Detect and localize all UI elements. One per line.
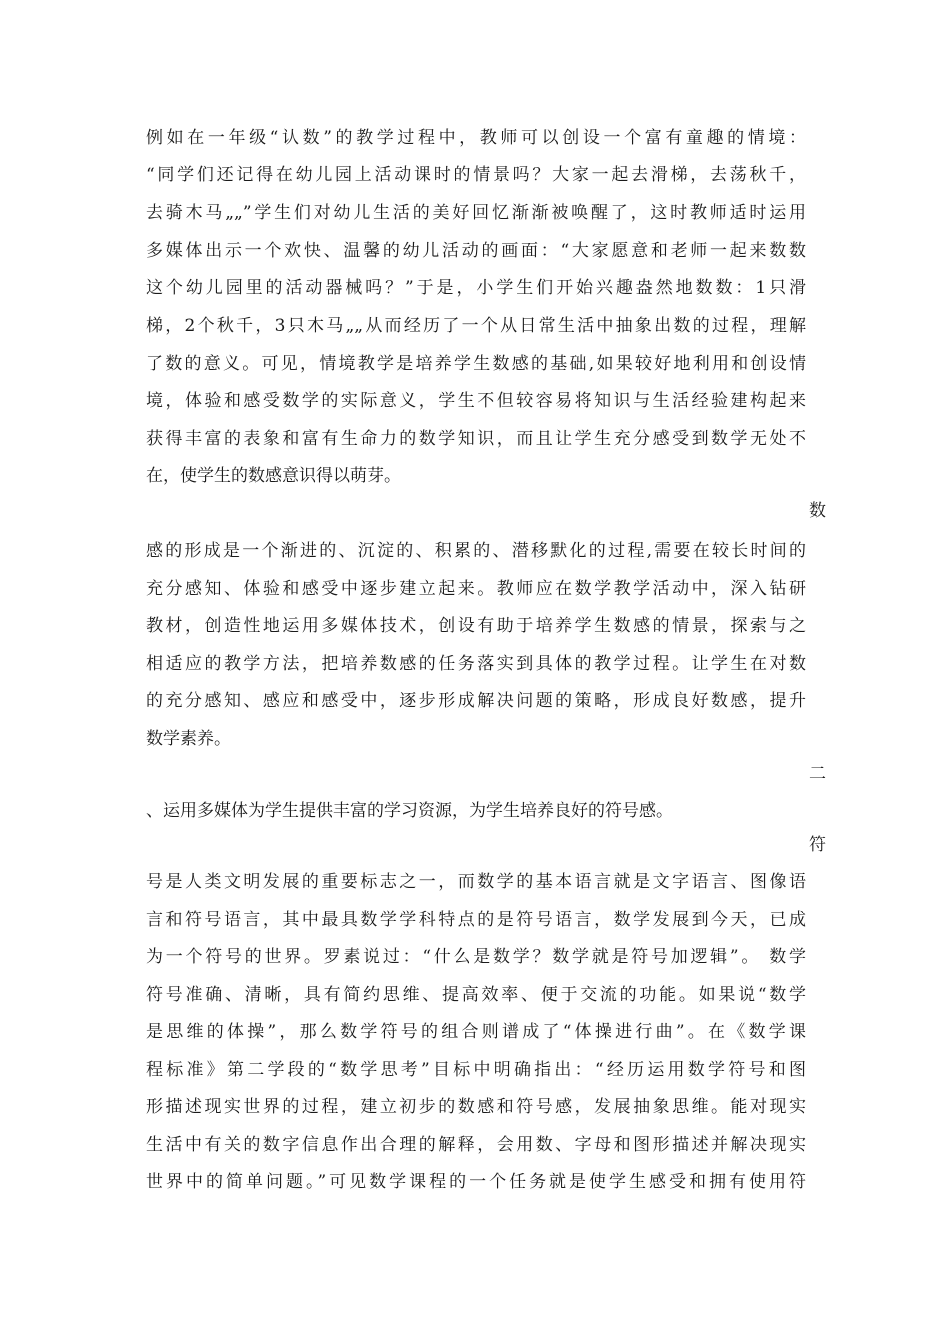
paragraph-1-line-2: “同学们还记得在幼儿园上活动课时的情景吗？大家一起去滑梯，去荡秋千， [146, 165, 806, 185]
paragraph-1-line-8: 境，体验和感受数学的实际意义，学生不但较容易将知识与生活经验建构起来 [146, 391, 806, 411]
paragraph-2-line-5: 的充分感知、感应和感受中，逐步形成解决问题的策略，形成良好数感，提升 [146, 691, 806, 711]
paragraph-1-line-6: 梯，2个秋千，3只木马„„从而经历了一个从日常生活中抽象出数的过程，理解 [146, 316, 806, 336]
paragraph-3-line-8: 生活中有关的数字信息作出合理的解释，会用数、字母和图形描述并解决现实 [146, 1135, 806, 1155]
paragraph-3-line-7: 形描述现实世界的过程，建立初步的数感和符号感，发展抽象思维。能对现实 [146, 1097, 806, 1117]
paragraph-3-line-4: 符号准确、清晰，具有简约思维、提高效率、便于交流的功能。如果说“数学 [146, 985, 806, 1005]
paragraph-3-line-3: 为一个符号的世界。罗素说过：“什么是数学？数学就是符号加逻辑”。 数学 [146, 947, 806, 967]
paragraph-1-line-9: 获得丰富的表象和富有生命力的数学知识，而且让学生充分感受到数学无处不 [146, 429, 806, 449]
paragraph-3-first-char: 符 [809, 835, 826, 855]
paragraph-3-line-6: 程标准》第二学段的“数学思考”目标中明确指出：“经历运用数学符号和图 [146, 1060, 806, 1080]
paragraph-2-line-3: 教材，创造性地运用多媒体技术，创设有助于培养学生数感的情景，探索与之 [146, 616, 806, 636]
paragraph-3-line-1: 号是人类文明发展的重要标志之一，而数学的基本语言就是文字语言、图像语 [146, 872, 806, 892]
paragraph-2-line-1: 感的形成是一个渐进的、沉淀的、积累的、潜移默化的过程,需要在较长时间的 [146, 541, 806, 561]
paragraph-2-first-char: 数 [809, 501, 826, 521]
paragraph-1-line-1: 例如在一年级“认数”的教学过程中，教师可以创设一个富有童趣的情境： [146, 128, 806, 148]
paragraph-3-line-9: 世界中的简单问题。”可见数学课程的一个任务就是使学生感受和拥有使用符 [146, 1172, 806, 1192]
paragraph-2-line-4: 相适应的教学方法，把培养数感的任务落实到具体的教学过程。让学生在对数 [146, 654, 806, 674]
paragraph-1-line-3: 去骑木马„„”学生们对幼儿生活的美好回忆渐渐被唤醒了，这时教师适时运用 [146, 203, 806, 223]
paragraph-1-line-10: 在，使学生的数感意识得以萌芽。 [146, 466, 401, 486]
section-heading: 、运用多媒体为学生提供丰富的学习资源，为学生培养良好的符号感。 [146, 801, 673, 821]
paragraph-1-line-7: 了数的意义。可见，情境教学是培养学生数感的基础,如果较好地利用和创设情 [146, 354, 806, 374]
paragraph-1-line-4: 多媒体出示一个欢快、温馨的幼儿活动的画面：“大家愿意和老师一起来数数 [146, 241, 806, 261]
section-heading-first-char: 二 [809, 764, 826, 784]
paragraph-1-line-5: 这个幼儿园里的活动器械吗？”于是，小学生们开始兴趣盎然地数数：1只滑 [146, 278, 806, 298]
paragraph-2-line-6: 数学素养。 [146, 729, 231, 749]
paragraph-3-line-5: 是思维的体操”，那么数学符号的组合则谱成了“体操进行曲”。在《数学课 [146, 1022, 806, 1042]
paragraph-3-line-2: 言和符号语言，其中最具数学学科特点的是符号语言，数学发展到今天，已成 [146, 910, 806, 930]
paragraph-2-line-2: 充分感知、体验和感受中逐步建立起来。教师应在数学教学活动中，深入钻研 [146, 579, 806, 599]
